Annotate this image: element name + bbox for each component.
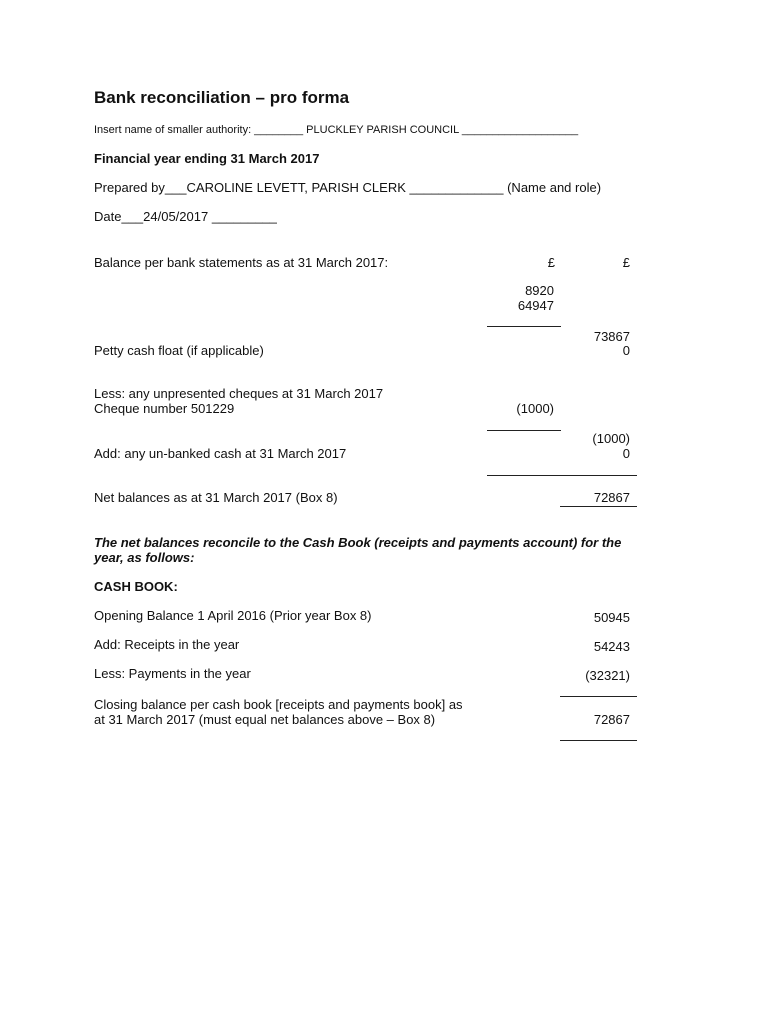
cash-book-intro: The net balances reconcile to the Cash Book (receipts and payments account) for the year, as follows: bbox=[94, 535, 622, 565]
payments-value: (32321) bbox=[585, 668, 630, 683]
petty-cash-value: 0 bbox=[622, 343, 630, 358]
petty-cash-label: Petty cash float (if applicable) bbox=[94, 343, 264, 358]
net-balances-underline bbox=[560, 506, 637, 507]
receipts-value: 54243 bbox=[593, 639, 630, 654]
closing-balance-label-line2: at 31 March 2017 (must equal net balances above – Box 8) bbox=[94, 712, 436, 727]
unpresented-cheques-label: Less: any unpresented cheques at 31 March 2017 bbox=[94, 386, 384, 401]
payments-label: Less: Payments in the year bbox=[94, 666, 251, 681]
cheque-number-label: Cheque number 501229 bbox=[94, 401, 235, 416]
subtotal-rule-1 bbox=[487, 326, 561, 327]
currency-symbol-col1: £ bbox=[547, 255, 555, 270]
receipts-label: Add: Receipts in the year bbox=[94, 637, 240, 652]
net-balances-label: Net balances as at 31 March 2017 (Box 8) bbox=[94, 490, 338, 505]
cheque-amount: (1000) bbox=[516, 401, 554, 416]
closing-balance-underline bbox=[560, 740, 637, 741]
financial-year-heading: Financial year ending 31 March 2017 bbox=[94, 151, 320, 166]
opening-balance-label: Opening Balance 1 April 2016 (Prior year Box 8) bbox=[94, 608, 372, 623]
unpresented-total: (1000) bbox=[592, 431, 630, 446]
bank-total: 73867 bbox=[593, 329, 630, 344]
unbanked-cash-label: Add: any un-banked cash at 31 March 2017 bbox=[94, 446, 347, 461]
net-balances-value: 72867 bbox=[593, 490, 630, 505]
unbanked-cash-value: 0 bbox=[622, 446, 630, 461]
bank-amount-2: 64947 bbox=[517, 298, 554, 313]
subtotal-rule-2 bbox=[487, 430, 561, 431]
closing-balance-value: 72867 bbox=[593, 712, 630, 727]
prepared-by-line: Prepared by___CAROLINE LEVETT, PARISH CLERK _____________ (Name and role) bbox=[94, 180, 602, 195]
cash-book-subtotal-rule bbox=[560, 696, 637, 697]
cash-book-heading: CASH BOOK: bbox=[94, 579, 178, 594]
closing-balance-label-line1: Closing balance per cash book [receipts and payments book] as bbox=[94, 697, 463, 712]
date-line: Date___24/05/2017 _________ bbox=[94, 209, 277, 224]
authority-name-line: Insert name of smaller authority: ________ PLUCKLEY PARISH COUNCIL ___________________ bbox=[94, 124, 579, 136]
page-title: Bank reconciliation – pro forma bbox=[94, 88, 350, 107]
opening-balance-value: 50945 bbox=[593, 610, 630, 625]
total-rule bbox=[487, 475, 637, 476]
bank-statements-label: Balance per bank statements as at 31 March 2017: bbox=[94, 255, 389, 270]
bank-amount-1: 8920 bbox=[525, 283, 554, 298]
currency-symbol-col2: £ bbox=[622, 255, 630, 270]
